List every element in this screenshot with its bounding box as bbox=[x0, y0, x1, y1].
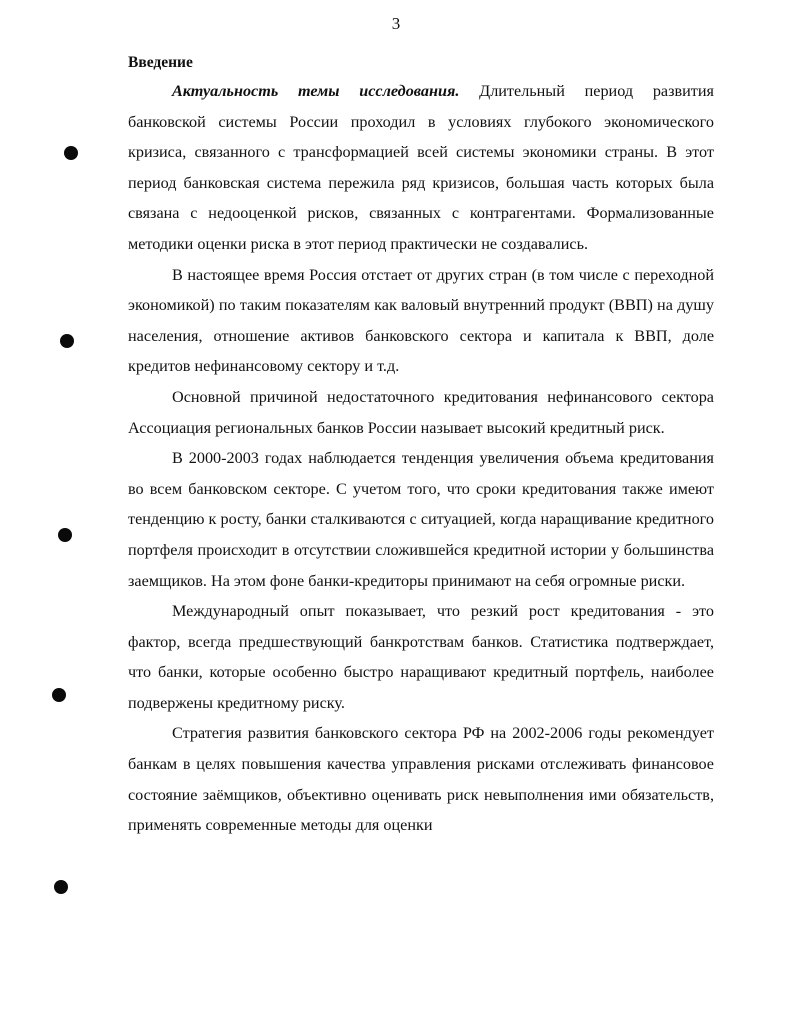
paragraph-text: Стратегия развития банковского сектора РФ на 2002-2006 годы рекомендует банкам в целях повышения качества управления рисками отслеживать финансовое состояние заёмщиков, объективно оценивать риск невыполнения ими обязательств, применять современные методы для оценки bbox=[128, 724, 714, 835]
punch-hole bbox=[58, 528, 72, 542]
document-body bbox=[128, 50, 714, 841]
page-number: 3 bbox=[391, 14, 401, 33]
punch-hole bbox=[52, 688, 66, 702]
section-heading: Введение bbox=[128, 54, 193, 71]
punch-hole bbox=[64, 146, 78, 160]
paragraph bbox=[128, 596, 714, 718]
paragraph-lead: Актуальность темы исследования. bbox=[172, 82, 460, 100]
paragraph bbox=[128, 718, 714, 840]
paragraph bbox=[128, 260, 714, 382]
punch-hole bbox=[54, 880, 68, 894]
paragraph bbox=[128, 382, 714, 443]
paragraph-text: В 2000-2003 годах наблюдается тенденция увеличения объема кредитования во всем банковском секторе. С учетом того, что сроки кредитования также имеют тенденцию к росту, банки сталкиваются с ситуацией, когда наращивание кредитного портфеля происходит в отсутствии сложившейся кредитной истории у большинства заемщиков. На этом фоне банки-кредиторы принимают на себя огромные риски. bbox=[128, 449, 714, 590]
paragraph-text: Длительный период развития банковской системы России проходил в условиях глубокого экономического кризиса, связанного с трансформацией всей системы экономики страны. В этот период банковская система пережила ряд кризисов, большая часть которых была связана с недооценкой рисков, связанных с контрагентами. Формализованные методики оценки риска в этот период практически не создавались. bbox=[128, 82, 714, 253]
paragraph-text: Основной причиной недостаточного кредитования нефинансового сектора Ассоциация региональных банков России называет высокий кредитный риск. bbox=[128, 387, 714, 437]
paragraph-text: Международный опыт показывает, что резкий рост кредитования - это фактор, всегда предшествующий банкротствам банков. Статистика подтверждает, что банки, которые особенно быстро наращивают кредитный портфель, наиболее подвержены кредитному риску. bbox=[128, 602, 714, 712]
paragraph-text: В настоящее время Россия отстает от других стран (в том числе с переходной экономикой) по таким показателям как валовый внутренний продукт (ВВП) на душу населения, отношение активов банковского сектора и капитала к ВВП, доле кредитов нефинансовому сектору и т.д. bbox=[128, 265, 714, 376]
paragraph bbox=[128, 76, 714, 260]
paragraph bbox=[128, 443, 714, 596]
punch-hole bbox=[60, 334, 74, 348]
